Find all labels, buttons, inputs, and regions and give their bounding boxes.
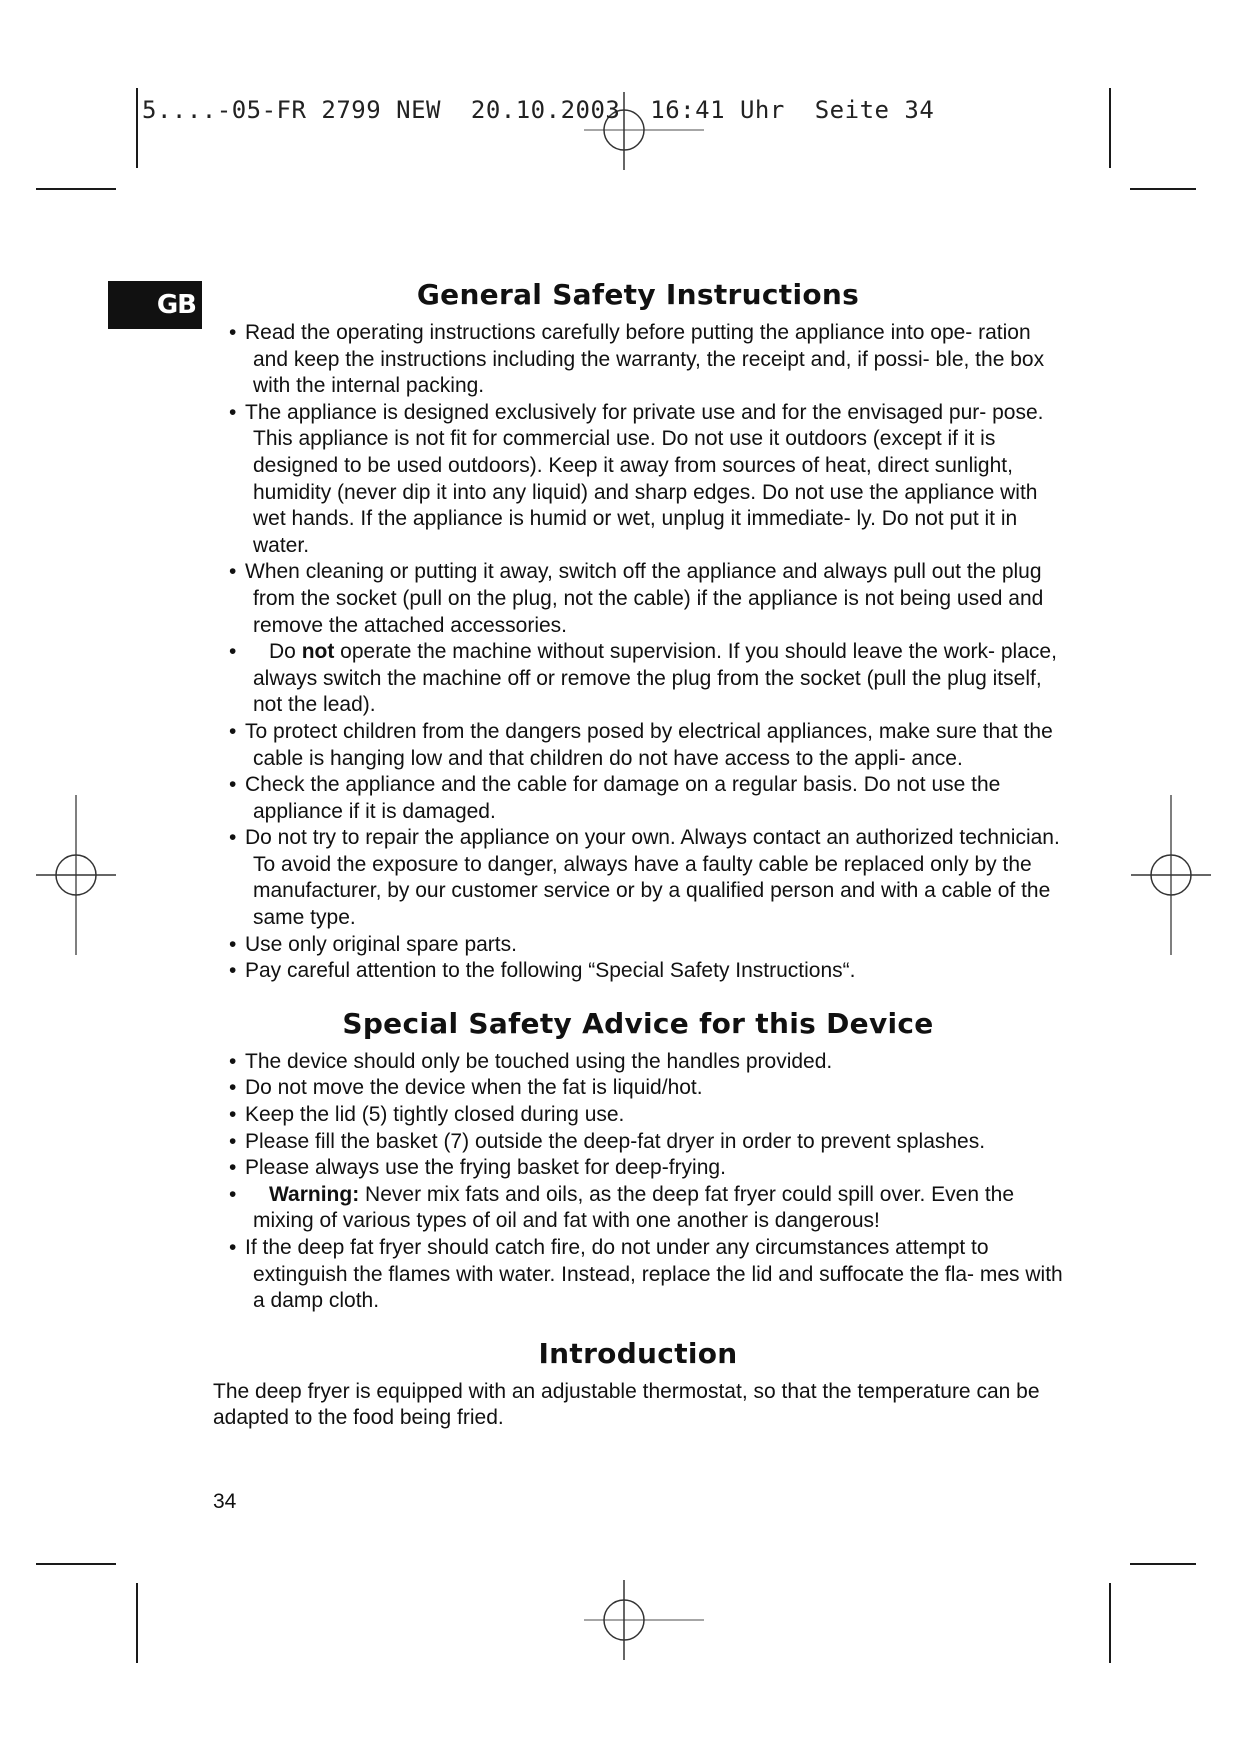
- list-item: • The device should only be touched using the handles provided.: [229, 1049, 833, 1073]
- list-item: • Read the operating instructions carefully before putting the appliance into ope- ration and keep the instructions including the warranty, the receipt and, if possi- ble, the box with the internal packing.: [229, 321, 1045, 398]
- list-item: • Do not operate the machine without supervision. If you should leave the work- place, always switch the machine off or remove the plug from the socket (pull the plug itself, not the lead).: [229, 640, 1057, 717]
- crop-mark-bottom-right-vertical: [1109, 1583, 1111, 1663]
- list-item: • If the deep fat fryer should catch fire, do not under any circumstances attempt to extinguish the flames with water. Instead, replace the lid and suffocate the fla- mes with a damp cloth.: [229, 1236, 1063, 1313]
- registration-mark-left-icon: [36, 795, 116, 955]
- crop-mark-bottom-left-horizontal: [36, 1563, 116, 1565]
- list-item: • Use only original spare parts.: [229, 932, 517, 956]
- list-item: • To protect children from the dangers posed by electrical appliances, make sure that the cable is hanging low and that children do not have access to the appli- ance.: [229, 719, 1053, 770]
- crop-mark-top-left-horizontal: [36, 188, 116, 190]
- print-slug: 5....-05-FR 2799 NEW 20.10.2003 16:41 Uhr Seite 34: [142, 96, 935, 124]
- introduction-paragraph: The deep fryer is equipped with an adjustable thermostat, so that the temperature can be adapted to the food being fried.: [213, 1379, 1040, 1430]
- list-item: • Check the appliance and the cable for damage on a regular basis. Do not use the appliance if it is damaged.: [229, 773, 1001, 823]
- registration-mark-bottom-icon: [584, 1580, 704, 1660]
- page-number: 34: [213, 1490, 237, 1513]
- list-item: • Do not move the device when the fat is liquid/hot.: [229, 1076, 703, 1100]
- special-safety-section: [213, 999, 1063, 1315]
- bullet-list: [213, 1049, 1063, 1315]
- crop-mark-bottom-right-horizontal: [1130, 1563, 1196, 1565]
- list-item: • Warning: Never mix fats and oils, as the deep fat fryer could spill over. Even the mixing of various types of oil and fat with one another is dangerous!: [229, 1182, 1015, 1233]
- list-item: • Please always use the frying basket for deep-frying.: [229, 1156, 726, 1180]
- bullet-list: [213, 320, 1063, 985]
- page-content: [213, 270, 1063, 1432]
- list-item: • Do not try to repair the appliance on your own. Always contact an authorized technician. To avoid the exposure to danger, always have a faulty cable be replaced only by the manufacturer, by our customer service or by a qualified person and with a cable of the same type.: [229, 826, 1060, 930]
- section-title: Special Safety Advice for this Device: [342, 1006, 934, 1040]
- section-title: Introduction: [538, 1336, 738, 1370]
- list-item: • Keep the lid (5) tightly closed during use.: [229, 1103, 625, 1127]
- list-item: • Please fill the basket (7) outside the deep-fat dryer in order to prevent splashes.: [229, 1129, 986, 1153]
- crop-mark-bottom-left-vertical: [136, 1583, 138, 1663]
- list-item: • When cleaning or putting it away, switch off the appliance and always pull out the plug from the socket (pull on the plug, not the cable) if the appliance is not being used and remove the attached accessories.: [229, 560, 1044, 637]
- crop-mark-top-right-horizontal: [1130, 188, 1196, 190]
- list-item: • Pay careful attention to the following “Special Safety Instructions“.: [229, 959, 856, 983]
- general-safety-section: [213, 270, 1063, 985]
- registration-mark-right-icon: [1131, 795, 1211, 955]
- language-tab: GB: [108, 281, 202, 329]
- crop-mark-top-left-vertical: [136, 88, 138, 168]
- crop-mark-top-right-vertical: [1109, 88, 1111, 168]
- list-item: • The appliance is designed exclusively for private use and for the envisaged pur- pose. This appliance is not fit for commercial use. Do not use it outdoors (except if it is designed to be used outdoors). Keep it away from sources of heat, direct sunlight, humidity (never dip it into any liquid) and sharp edges. Do not use the appliance with wet hands. If the appliance is humid or wet, unplug it immediate- ly. Do not put it in water.: [229, 400, 1044, 557]
- introduction-section: [213, 1329, 1063, 1432]
- section-title: General Safety Instructions: [416, 278, 860, 311]
